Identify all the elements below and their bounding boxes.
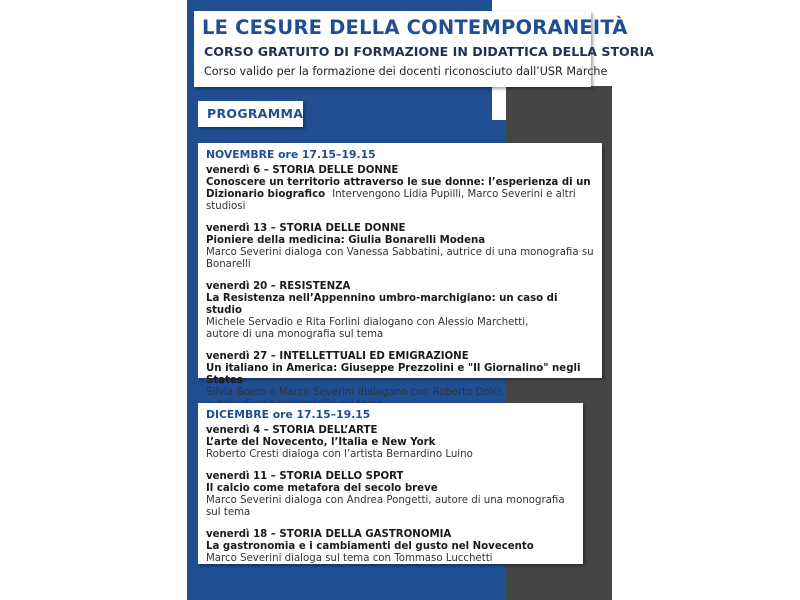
event-item	[206, 425, 577, 461]
event-item	[206, 165, 596, 213]
december-card	[198, 403, 583, 564]
december-heading: DICEMBRE ore 17.15–19.15	[206, 408, 371, 421]
event-title: venerdì 4 – STORIA DELL’ARTE	[206, 425, 378, 436]
event-item	[206, 281, 596, 341]
event-speakers: Marco Severini dialoga sul tema con Tommaso Lucchetti	[206, 553, 493, 564]
event-speakers: Marco Severini dialoga con Vanessa Sabbatini, autrice di una monografia su Bonarelli	[206, 247, 594, 270]
event-title: venerdì 27 – INTELLETTUALI ED EMIGRAZIONE	[206, 351, 469, 362]
event-speakers: Silvia Boero e Marco Severini dialogano con Roberto Dolci,	[206, 387, 505, 398]
event-subject-text: Conoscere un territorio attraverso le sue donne: l’esperienza di un Dizionario biografico	[206, 177, 591, 200]
header-card	[194, 11, 654, 87]
event-speakers: Michele Servadio e Rita Forlini dialogano con Alessio Marchetti,	[206, 317, 529, 328]
event-title: venerdì 18 – STORIA DELLA GASTRONOMIA	[206, 529, 452, 540]
event-speakers: Roberto Cresti dialoga con l’artista Bernardino Luino	[206, 449, 473, 460]
event-item	[206, 351, 596, 411]
event-title: venerdì 13 – STORIA DELLE DONNE	[206, 223, 406, 234]
event-item	[206, 471, 577, 519]
event-subject: L’arte del Novecento, l’Italia e New York	[206, 437, 436, 448]
event-subject: La Resistenza nell’Appennino umbro-marchigiano: un caso di studio	[206, 293, 558, 316]
programma-label: PROGRAMMA	[207, 106, 304, 121]
event-speakers: Marco Severini dialoga con Andrea Pongetti, autore di una monografia sul tema	[206, 495, 565, 518]
event-speakers-cont: autore di una monografia sul tema	[206, 329, 384, 340]
event-subject: Un italiano in America: Giuseppe Prezzolini e "Il Giornalino" negli States	[206, 363, 581, 386]
event-title: venerdì 20 – RESISTENZA	[206, 281, 351, 292]
programma-label-card	[198, 101, 303, 127]
november-event-list	[206, 165, 596, 421]
event-title: venerdì 6 – STORIA DELLE DONNE	[206, 165, 399, 176]
accreditation-note: Corso valido per la formazione dei docenti riconosciuto dall’USR Marche	[204, 65, 608, 78]
page-subtitle: CORSO GRATUITO DI FORMAZIONE IN DIDATTICA DELLA STORIA	[204, 44, 654, 59]
event-subject: La gastronomia e i cambiamenti del gusto nel Novecento	[206, 541, 534, 552]
event-speakers: Intervengono Lidia Pupilli, Marco Severini e altri studiosi	[206, 189, 576, 212]
event-subject: Il calcio come metafora del secolo breve	[206, 483, 438, 494]
event-subject	[206, 177, 596, 213]
event-item	[206, 529, 577, 565]
november-card	[198, 143, 602, 398]
november-heading: NOVEMBRE ore 17.15–19.15	[206, 148, 376, 161]
december-event-list	[206, 425, 577, 575]
event-subject: Pioniere della medicina: Giulia Bonarelli Modena	[206, 235, 486, 246]
page-title: LE CESURE DELLA CONTEMPORANEITÀ	[202, 16, 628, 39]
event-title: venerdì 11 – STORIA DELLO SPORT	[206, 471, 404, 482]
event-item	[206, 223, 596, 271]
